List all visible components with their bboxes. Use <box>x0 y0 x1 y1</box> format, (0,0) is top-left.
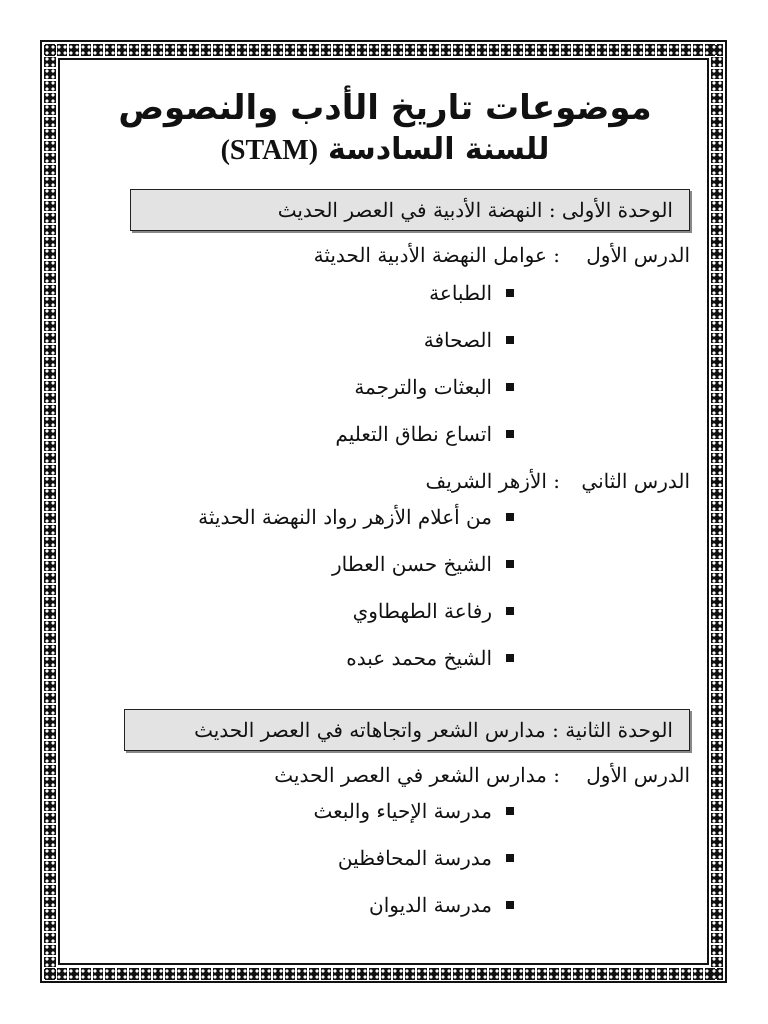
lesson-title: : الأزهر الشريف <box>425 469 560 494</box>
list-item: مدرسة الديوان <box>80 881 514 928</box>
border-band-right <box>711 44 723 980</box>
border-band-bottom <box>44 968 723 980</box>
lesson-title: : مدارس الشعر في العصر الحديث <box>274 763 560 788</box>
square-bullet-icon <box>506 513 514 521</box>
title-track: (STAM) <box>220 135 319 167</box>
document-content <box>80 90 690 928</box>
square-bullet-icon <box>506 901 514 909</box>
list-item: اتساع نطاق التعليم <box>80 410 514 457</box>
lesson-label: الدرس الأول <box>586 763 690 788</box>
list-item: من أعلام الأزهر رواد النهضة الحديثة <box>80 493 514 540</box>
list-item: الطباعة <box>80 269 514 316</box>
list-item: الشيخ حسن العطار <box>80 540 514 587</box>
square-bullet-icon <box>506 607 514 615</box>
list-item: البعثات والترجمة <box>80 363 514 410</box>
square-bullet-icon <box>506 807 514 815</box>
lesson-row <box>80 469 690 493</box>
lesson-row <box>80 243 690 267</box>
list-item: مدرسة المحافظين <box>80 834 514 881</box>
list-item: مدرسة الإحياء والبعث <box>80 787 514 834</box>
lesson-title: : عوامل النهضة الأدبية الحديثة <box>313 243 560 268</box>
topic-list <box>80 269 690 457</box>
title-line-2 <box>80 133 690 167</box>
title-grade: للسنة السادسة <box>328 132 550 168</box>
topic-list <box>80 787 690 928</box>
topic-list <box>80 493 690 681</box>
border-band-left <box>44 44 56 980</box>
title-line-1: موضوعات تاريخ الأدب والنصوص <box>118 88 652 128</box>
square-bullet-icon <box>506 383 514 391</box>
unit-header-2: الوحدة الثانية : مدارس الشعر واتجاهاته في العصر الحديث <box>124 709 690 751</box>
square-bullet-icon <box>506 336 514 344</box>
page-title <box>80 90 690 167</box>
square-bullet-icon <box>506 430 514 438</box>
lesson-row <box>80 763 690 787</box>
square-bullet-icon <box>506 854 514 862</box>
square-bullet-icon <box>506 289 514 297</box>
list-item: الشيخ محمد عبده <box>80 634 514 681</box>
list-item: رفاعة الطهطاوي <box>80 587 514 634</box>
square-bullet-icon <box>506 560 514 568</box>
lesson-label: الدرس الثاني <box>581 469 690 494</box>
list-item: الصحافة <box>80 316 514 363</box>
lesson-label: الدرس الأول <box>586 243 690 268</box>
square-bullet-icon <box>506 654 514 662</box>
border-band-top <box>44 44 723 56</box>
unit-header-1: الوحدة الأولى : النهضة الأدبية في العصر الحديث <box>130 189 690 231</box>
